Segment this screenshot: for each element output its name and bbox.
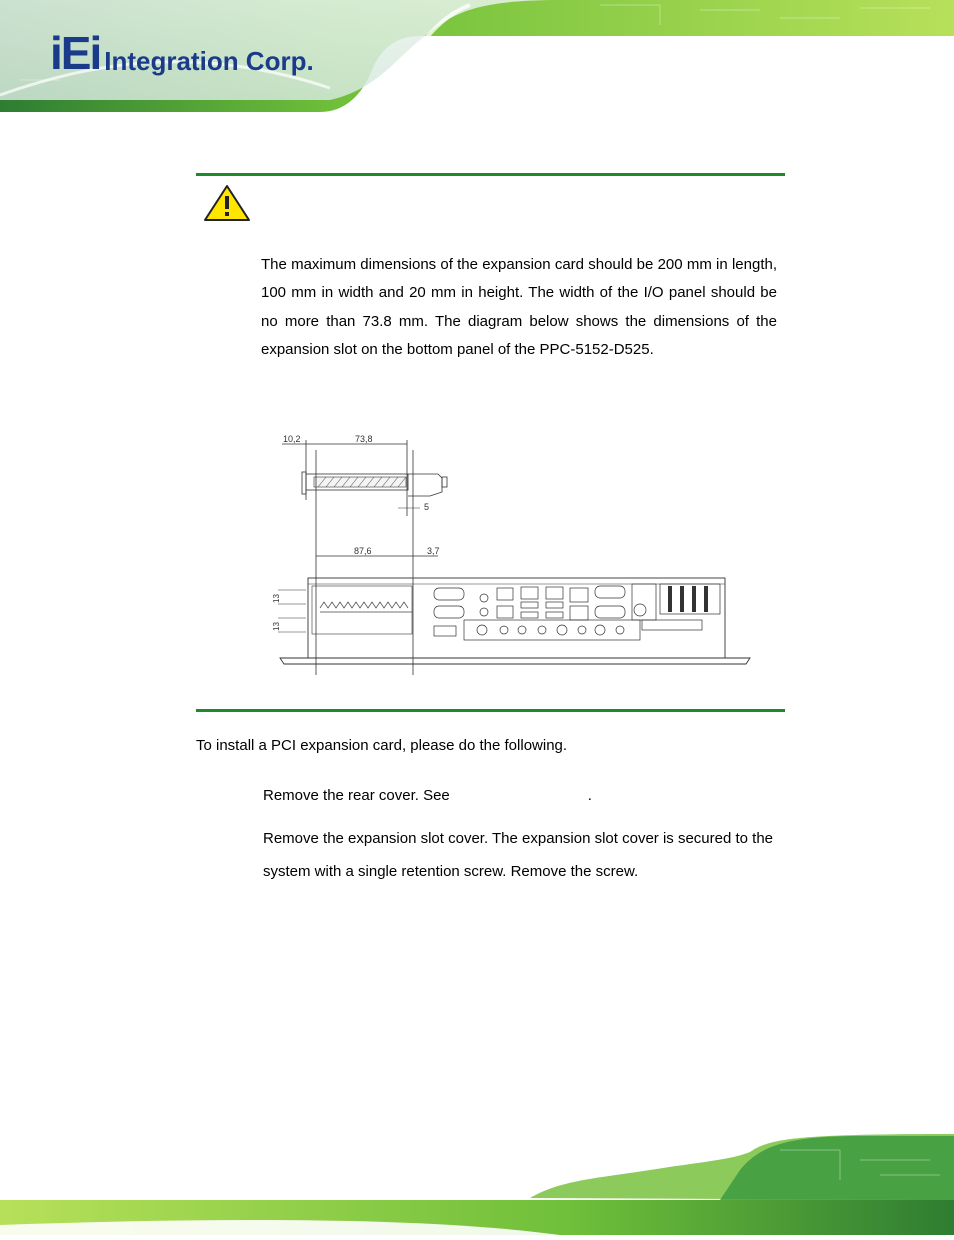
dim-13-a: 13 [272, 594, 281, 603]
dim-73-8: 73,8 [355, 434, 373, 444]
footer-banner [0, 1130, 954, 1235]
warning-triangle-icon [203, 184, 251, 222]
dim-3-7: 3,7 [427, 546, 440, 556]
step-1-text: Remove the rear cover. See [263, 787, 450, 804]
step-2: Remove the expansion slot cover. The expansion slot cover is secured to the system with a single retention screw. Remove the screw. [263, 830, 774, 880]
header-banner [0, 0, 954, 115]
expansion-slot-diagram [270, 430, 760, 678]
footer-background [0, 1130, 954, 1235]
intro-text: To install a PCI expansion card, please do the following. [196, 737, 568, 754]
dim-10-2: 10,2 [283, 434, 301, 444]
warning-top-rule [196, 173, 785, 176]
company-logo [50, 27, 314, 79]
step-1-period: . [587, 787, 592, 804]
logo-iei: iEi [50, 27, 101, 79]
warning-text: The maximum dimensions of the expansion card should be 200 mm in length, 100 mm in width and 20 mm in height. The width of the I/O panel should be no more than 73.8 mm. The diagram below shows the dimensions of the expansion slot on the bottom panel of the PPC-5152-D525. [261, 256, 777, 358]
dim-5: 5 [424, 502, 430, 512]
dim-87-6: 87,6 [354, 546, 372, 556]
step-1 [263, 779, 803, 812]
dim-13-b: 13 [272, 622, 281, 631]
warning-bottom-rule [196, 709, 785, 712]
logo-text: Integration Corp. [104, 46, 314, 76]
